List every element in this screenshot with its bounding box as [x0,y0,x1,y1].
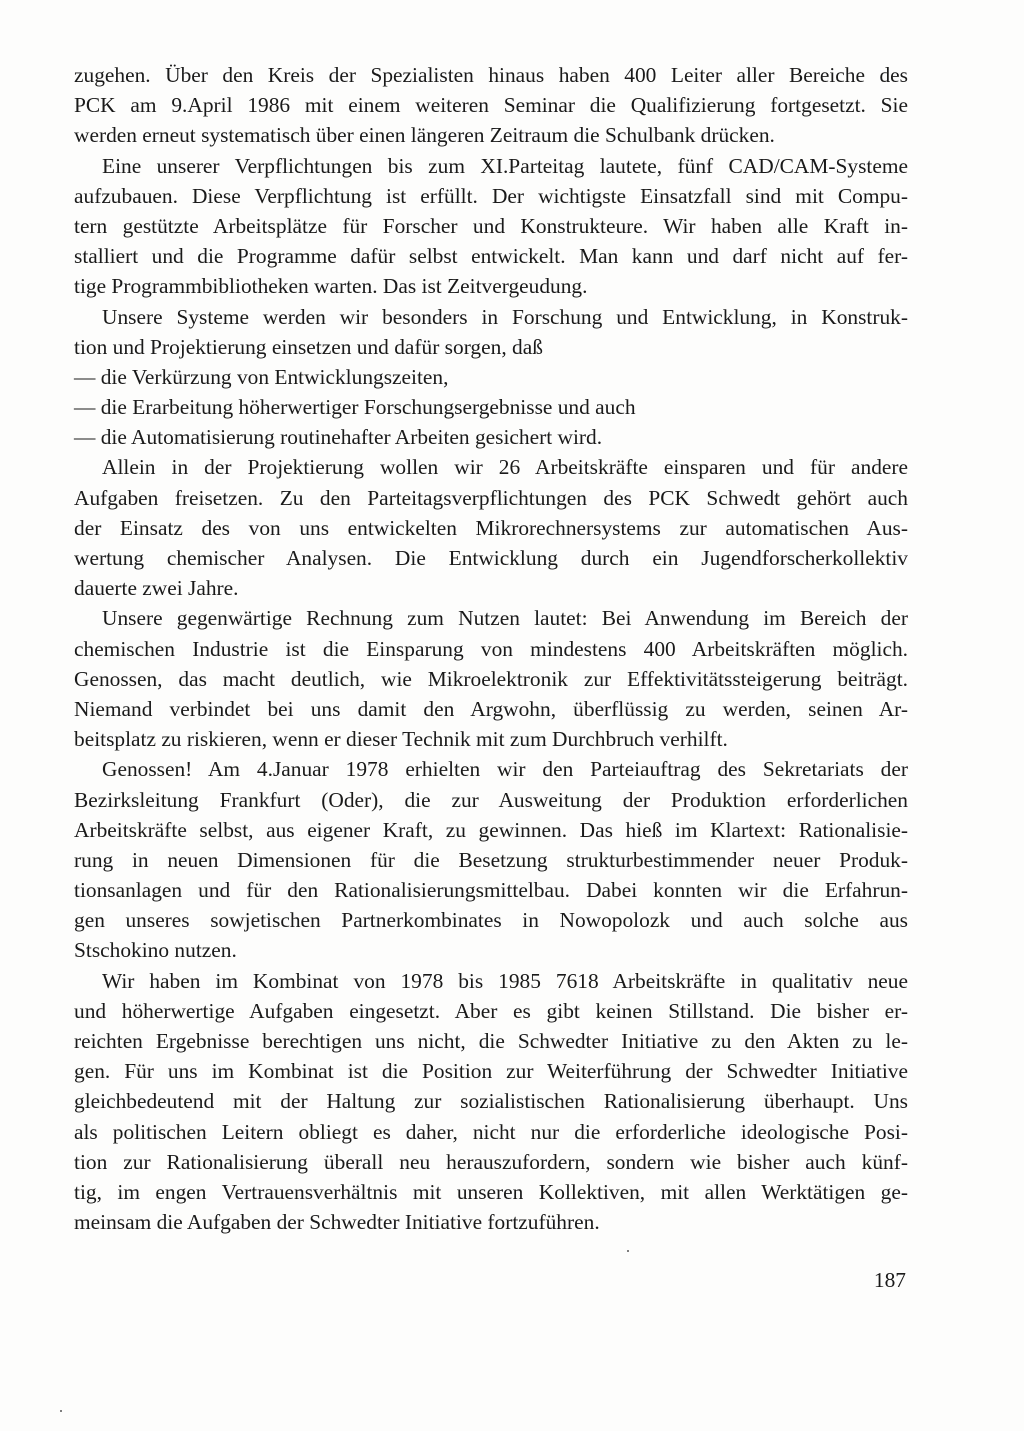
text-line: Unsere gegenwärtige Rechnung zum Nutzen lautet: Bei Anwendung im Bereich der [102,606,908,631]
list-item: — die Automatisierung routinehafter Arbeiten gesichert wird. [74,425,603,450]
text-line: aufzubauen. Diese Verpflichtung ist erfüllt. Der wichtigste Einsatzfall sind mit Compu- [74,183,908,208]
text-line: tern gestützte Arbeitsplätze für Forscher und Konstrukteure. Wir haben alle Kraft in- [74,213,908,238]
body-text [74,60,908,1237]
text-line: meinsam die Aufgaben der Schwedter Initiative fortzuführen. [74,1210,600,1235]
text-line: Arbeitskräfte selbst, aus eigener Kraft, zu gewinnen. Das hieß im Klartext: Rationalisie- [74,817,908,842]
text-line: Genossen, das macht deutlich, wie Mikroelektronik zur Effektivitätssteigerung beiträgt. [74,666,908,691]
text-line: Stschokino nutzen. [74,938,237,963]
text-line: gleichbedeutend mit der Haltung zur sozialistischen Rationalisierung überhaupt. Uns [74,1089,908,1114]
text-line: Allein in der Projektierung wollen wir 26 Arbeitskräfte einsparen und für andere [102,455,908,480]
text-line: und höherwertige Aufgaben eingesetzt. Aber es gibt keinen Stillstand. Die bisher er- [74,998,908,1023]
text-line: Aufgaben freisetzen. Zu den Parteitagsverpflichtungen des PCK Schwedt gehört auch [74,485,908,510]
scan-speck [60,1410,62,1412]
text-line: chemischen Industrie ist die Einsparung von mindestens 400 Arbeitskräften möglich. [74,636,908,661]
text-line: wertung chemischer Analysen. Die Entwicklung durch ein Jugendforscherkollektiv [74,546,908,570]
text-line: als politischen Leitern obliegt es daher, nicht nur die erforderliche ideologische Posi- [74,1119,908,1144]
text-line: Unsere Systeme werden wir besonders in Forschung und Entwicklung, in Konstruk- [102,304,908,329]
text-line: reichten Ergebnisse berechtigen uns nicht, die Schwedter Initiative zu den Akten zu le- [74,1029,908,1053]
text-line: tion zur Rationalisierung überall neu herauszufordern, sondern wie bisher auch künf- [74,1149,908,1174]
text-line: Eine unserer Verpflichtungen bis zum XI.Parteitag lautete, fünf CAD/CAM-Systeme [102,153,908,178]
text-line: der Einsatz des von uns entwickelten Mikrorechnersystems zur automatischen Aus- [74,515,908,540]
text-line: dauerte zwei Jahre. [74,576,239,601]
text-line: Niemand verbindet bei uns damit den Argwohn, überflüssig zu werden, seinen Ar- [74,696,908,721]
text-line: Genossen! Am 4.Januar 1978 erhielten wir den Parteiauftrag des Sekretariats der [102,757,908,782]
text-line: tig, im engen Vertrauensverhältnis mit unseren Kollektiven, mit allen Werktätigen ge- [74,1179,908,1204]
scan-speck [627,1250,629,1252]
list-item: — die Verkürzung von Entwicklungszeiten, [74,364,449,389]
text-line: tige Programmbibliotheken warten. Das ist Zeitvergeudung. [74,274,588,299]
text-line: gen unseres sowjetischen Partnerkombinates in Nowopolozk und auch solche aus [74,908,908,933]
text-line: tionsanlagen und für den Rationalisierungsmittelbau. Dabei konnten wir die Erfahrun- [74,878,908,903]
page-number: 187 [873,1268,906,1292]
text-line: stalliert und die Programme dafür selbst entwickelt. Man kann und darf nicht auf fer- [74,244,908,269]
text-line: beitsplatz zu riskieren, wenn er dieser Technik mit zum Durchbruch verhilft. [74,727,728,752]
text-line: werden erneut systematisch über einen längeren Zeitraum die Schulbank drücken. [74,123,775,148]
text-line: zugehen. Über den Kreis der Spezialisten hinaus haben 400 Leiter aller Bereiche des [74,63,908,87]
text-line: tion und Projektierung einsetzen und dafür sorgen, daß [74,334,543,359]
text-line: rung in neuen Dimensionen für die Besetzung strukturbestimmender neuer Produk- [74,847,908,872]
text-line: gen. Für uns im Kombinat ist die Position zur Weiterführung der Schwedter Initiative [74,1059,908,1084]
text-line: Wir haben im Kombinat von 1978 bis 1985 7618 Arbeitskräfte in qualitativ neue [102,968,908,993]
list-item: — die Erarbeitung höherwertiger Forschungsergebnisse und auch [74,395,636,420]
text-line: PCK am 9.April 1986 mit einem weiteren Seminar die Qualifizierung fortgesetzt. Sie [74,93,908,118]
text-line: Bezirksleitung Frankfurt (Oder), die zur Ausweitung der Produktion erforderlichen [74,787,908,812]
